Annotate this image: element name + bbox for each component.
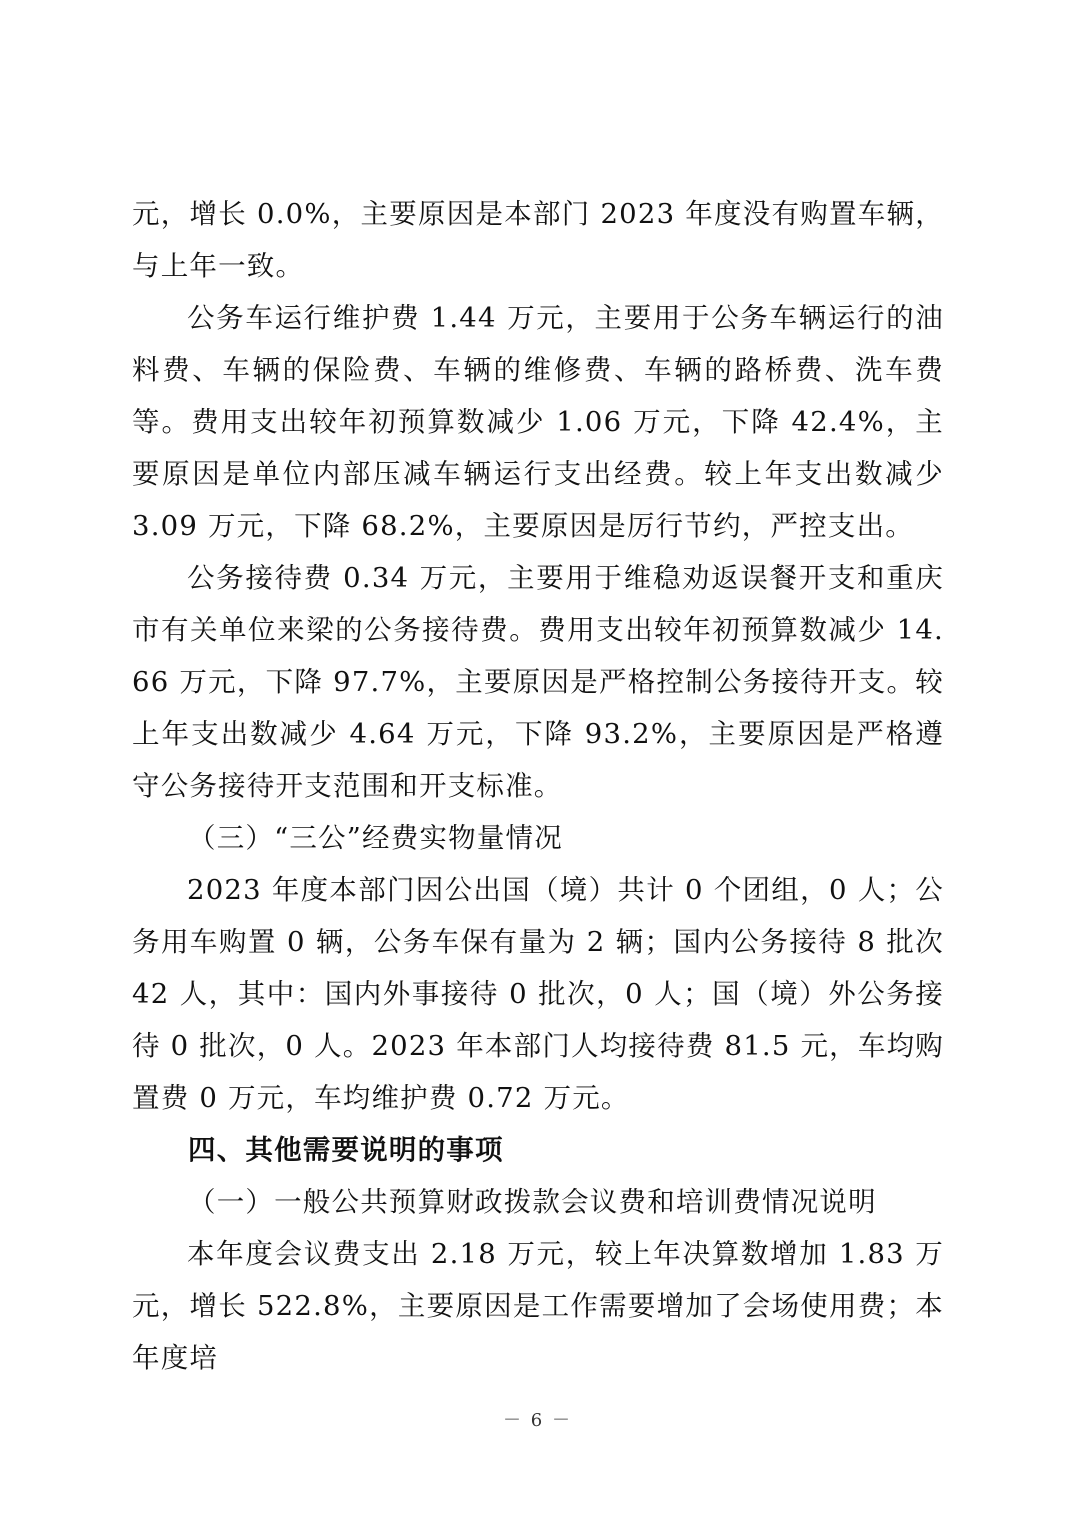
paragraph-meeting-fee: 本年度会议费支出 2.18 万元，较上年决算数增加 1.83 万元，增长 522.8%，主要原因是工作需要增加了会场使用费；本年度培 xyxy=(132,1238,944,1374)
paragraph-physical-quantity: 2023 年度本部门因公出国（境）共计 0 个团组，0 人；公务用车购置 0 辆，公务车保有量为 2 辆；国内公务接待 8 批次 42 人，其中：国内外事接待 0 批次，0 人；国（境）外公务接待 0 批次，0 人。2023 年本部门人均接待费 81.5 元，车均购置费 0 万元，车均维护费 0.72 万元。 xyxy=(132,874,944,1114)
paragraph-reception-fee: 公务接待费 0.34 万元，主要用于维稳劝返误餐开支和重庆市有关单位来梁的公务接待费。费用支出较年初预算数减少 14.66 万元，下降 97.7%，主要原因是严格控制公务接待开支。较上年支出数减少 4.64 万元，下降 93.2%，主要原因是严格遵守公务接待开支范围和开支标准。 xyxy=(132,562,944,802)
paragraph-vehicle-purchase-tail: 元，增长 0.0%，主要原因是本部门 2023 年度没有购置车辆，与上年一致。 xyxy=(132,198,944,282)
document-body xyxy=(132,188,944,1384)
page-number: － 6 － xyxy=(503,1410,572,1431)
subheading-physical-quantity: （三）“三公”经费实物量情况 xyxy=(188,822,563,854)
paragraph-vehicle-maintenance: 公务车运行维护费 1.44 万元，主要用于公务车辆运行的油料费、车辆的保险费、车辆的维修费、车辆的路桥费、洗车费等。费用支出较年初预算数减少 1.06 万元，下降 42.4%，主要原因是单位内部压减车辆运行支出经费。较上年支出数减少 3.09 万元，下降 68.2%，主要原因是厉行节约，严控支出。 xyxy=(132,302,944,542)
section-heading-other-matters: 四、其他需要说明的事项 xyxy=(188,1134,504,1166)
subheading-meeting-training: （一）一般公共预算财政拨款会议费和培训费情况说明 xyxy=(188,1186,877,1218)
